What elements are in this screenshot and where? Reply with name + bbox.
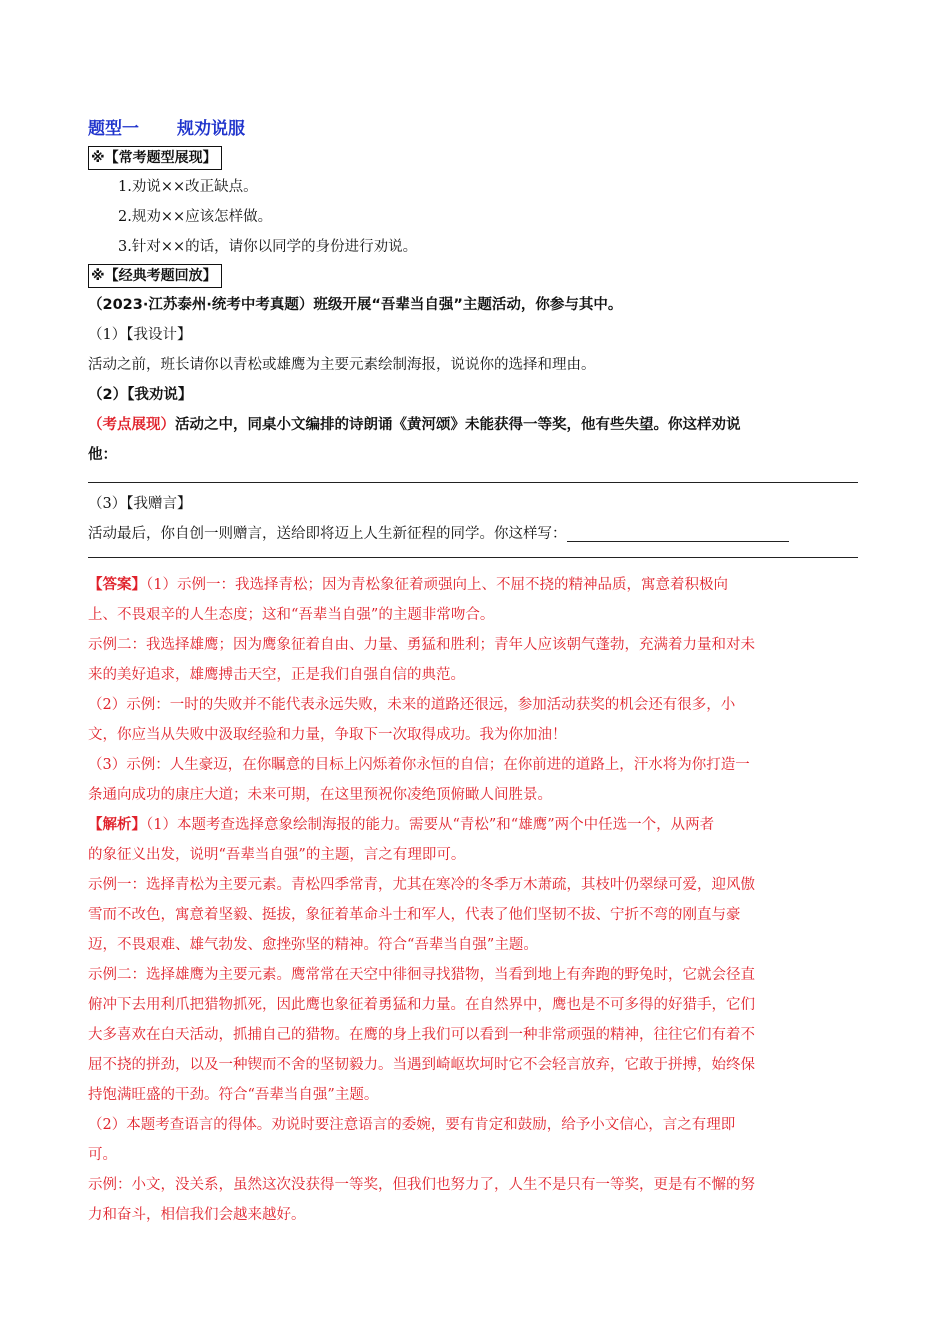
analysis-line-text: 大多喜欢在白天活动，抓捕自己的猎物。在鹰的身上我们可以看到一种非常顽强的精神，往往它们有着不: [88, 1027, 755, 1043]
q3-label: （3）【我赠言】: [88, 496, 192, 512]
analysis-line-text: 俯冲下去用利爪把猎物抓死，因此鹰也象征着勇猛和力量。在自然界中，鹰也是不可多得的好猎手，它们: [88, 997, 755, 1013]
answer-tag: 【答案】: [88, 577, 146, 593]
q2-label: （2）【我劝说】: [88, 387, 193, 403]
analysis-line-text: 示例一：选择青松为主要元素。青松四季常青，尤其在寒冷的冬季万木萧疏，其枝叶仍翠绿可爱，迎风傲: [88, 877, 755, 893]
q1-text: 活动之前，班长请你以青松或雄鹰为主要元素绘制海报，说说你的选择和理由。: [88, 357, 596, 373]
q2-prefix: （考点展现）: [88, 417, 175, 433]
answer-line-text: （3）示例：人生豪迈，在你瞩意的目标上闪烁着你永恒的自信；在你前进的道路上，汗水将为你打造一: [88, 757, 750, 773]
analysis-line-text: 力和奋斗，相信我们会越来越好。: [88, 1207, 306, 1223]
common-types-label: ※【常考题型展现】: [88, 146, 222, 170]
analysis-line-text: 的象征义出发，说明“吾辈当自强”的主题，言之有理即可。: [88, 847, 466, 863]
section-heading: [88, 114, 858, 144]
q2-text-line1: 活动之中，同桌小文编排的诗朗诵《黄河颂》未能获得一等奖，他有些失望。你这样劝说: [175, 417, 741, 433]
analysis-line-text: 持饱满旺盛的干劲。符合“吾辈当自强”主题。: [88, 1087, 379, 1103]
question-intro: （2023·江苏泰州·统考中考真题）班级开展“吾辈当自强”主题活动，你参与其中。: [88, 297, 623, 313]
analysis-line-text: 【解析】（1）本题考查选择意象绘制海报的能力。需要从“青松”和“雄鹰”两个中任选一个，从两者: [88, 817, 715, 833]
q2-text-line2: 他：: [88, 447, 117, 463]
answer-line-text: （2）示例：一时的失败并不能代表永远失败，未来的道路还很远，参加活动获奖的机会还有很多，小: [88, 697, 736, 713]
common-type-item: 3.针对××的话，请你以同学的身份进行劝说。: [118, 239, 418, 255]
section-title: 规劝说服: [177, 119, 245, 139]
analysis-line-text: 示例二：选择雄鹰为主要元素。鹰常常在天空中徘徊寻找猎物，当看到地上有奔跑的野兔时，它就会径直: [88, 967, 755, 983]
q3-row: [88, 519, 858, 549]
document-page: [88, 114, 858, 1230]
answer-line-text: 来的美好追求，雄鹰搏击天空，正是我们自强自信的典范。: [88, 667, 465, 683]
classic-label: ※【经典考题回放】: [88, 264, 222, 288]
answer-blank: [567, 523, 789, 542]
common-type-item: 1.劝说××改正缺点。: [118, 179, 258, 195]
analysis-line-text: 可。: [88, 1147, 117, 1163]
analysis-line-text: 雪而不改色，寓意着坚毅、挺拔，象征着革命斗士和军人，代表了他们坚韧不拔、宁折不弯的刚直与豪: [88, 907, 741, 923]
q1-label: （1）【我设计】: [88, 327, 192, 343]
q3-text: 活动最后，你自创一则赠言，送给即将迈上人生新征程的同学。你这样写：: [88, 526, 567, 542]
q2-text: [88, 410, 858, 440]
section-number: 题型一: [88, 119, 139, 139]
answer-line: [88, 557, 858, 558]
common-type-item: 2.规劝××应该怎样做。: [118, 209, 273, 225]
answer-line-text: 示例二：我选择雄鹰；因为鹰象征着自由、力量、勇猛和胜利；青年人应该朝气蓬勃，充满着力量和对未: [88, 637, 755, 653]
analysis-tag: 【解析】: [88, 817, 146, 833]
answer-line-text: 上、不畏艰辛的人生态度；这和“吾辈当自强”的主题非常吻合。: [88, 607, 495, 623]
analysis-line-text: （2）本题考查语言的得体。劝说时要注意语言的委婉，要有肯定和鼓励，给予小文信心，言之有理即: [88, 1117, 736, 1133]
analysis-line-text: 屈不挠的拼劲，以及一种锲而不舍的坚韧毅力。当遇到崎岖坎坷时它不会轻言放弃，它敢于拼搏，始终保: [88, 1057, 755, 1073]
answer-line-text: 文，你应当从失败中汲取经验和力量，争取下一次取得成功。我为你加油！: [88, 727, 567, 743]
analysis-line-text: 迈，不畏艰难、雄气勃发、愈挫弥坚的精神。符合“吾辈当自强”主题。: [88, 937, 538, 953]
answer-line-text: 条通向成功的康庄大道；未来可期，在这里预祝你凌绝顶俯瞰人间胜景。: [88, 787, 552, 803]
answer-line-text: 【答案】（1）示例一：我选择青松；因为青松象征着顽强向上、不屈不挠的精神品质，寓意着积极向: [88, 577, 728, 593]
answer-block: [88, 570, 858, 1230]
analysis-line-text: 示例：小文，没关系，虽然这次没获得一等奖，但我们也努力了，人生不是只有一等奖，更是有不懈的努: [88, 1177, 755, 1193]
